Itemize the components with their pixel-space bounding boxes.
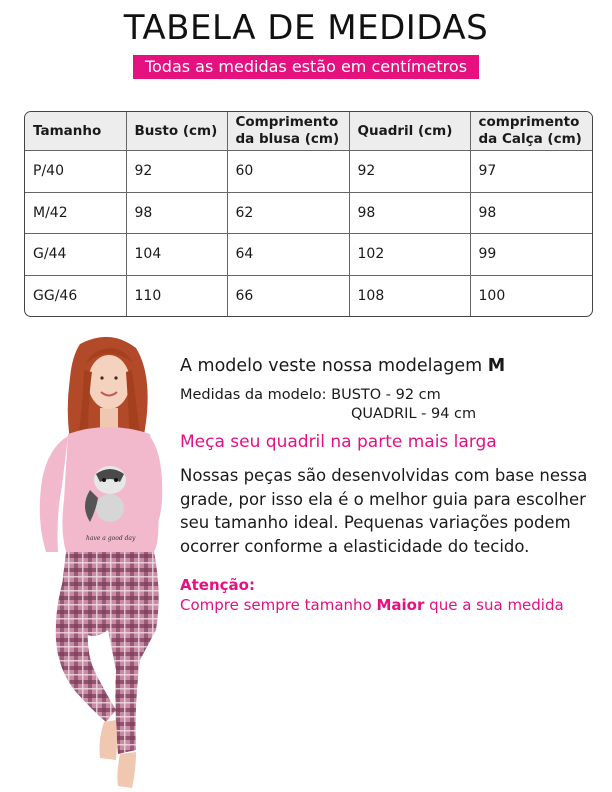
attention-text	[180, 596, 610, 614]
table-header-row	[25, 112, 592, 151]
cell-blusa: 66	[227, 275, 349, 316]
hip-tip: Meça seu quadril na parte mais larga	[180, 432, 497, 452]
model-photo	[18, 330, 178, 792]
cell-calca: 99	[470, 234, 592, 276]
table-row	[25, 151, 592, 193]
cell-quadril: 108	[349, 275, 470, 316]
attention-text-before: Compre sempre tamanho	[180, 596, 372, 614]
cell-size: G/44	[25, 234, 126, 276]
cell-blusa: 64	[227, 234, 349, 276]
cell-blusa: 62	[227, 192, 349, 234]
header-tamanho: Tamanho	[25, 112, 126, 151]
cell-calca: 98	[470, 192, 592, 234]
header-quadril: Quadril (cm)	[349, 112, 470, 151]
cell-size: GG/46	[25, 275, 126, 316]
hip-measure: QUADRIL - 94 cm	[351, 406, 477, 422]
cell-quadril: 92	[349, 151, 470, 193]
model-size: M	[487, 356, 506, 376]
cell-busto: 104	[126, 234, 227, 276]
table-row	[25, 275, 592, 316]
size-table	[24, 111, 593, 317]
header-comprimento-blusa: Comprimento da blusa (cm)	[227, 112, 349, 151]
cell-quadril: 98	[349, 192, 470, 234]
attention-label: Atenção:	[180, 576, 255, 594]
attention-text-bold: Maior	[376, 596, 425, 614]
measures-label: Medidas da modelo:	[180, 387, 327, 403]
cell-calca: 97	[470, 151, 592, 193]
cell-busto: 92	[126, 151, 227, 193]
model-info	[180, 356, 610, 614]
units-banner: Todas as medidas estão em centímetros	[133, 55, 479, 79]
description: Nossas peças são desenvolvidas com base nessa grade, por isso ela é o melhor guia para escolher seu tamanho ideal. Pequenas variações podem ocorrer conforme a elasticidade do tecido.	[180, 466, 588, 556]
table-row	[25, 192, 592, 234]
header-comprimento-calca: comprimento da Calça (cm)	[470, 112, 592, 151]
cell-size: M/42	[25, 192, 126, 234]
cell-calca: 100	[478, 287, 506, 304]
shirt-print-text: have a good day	[86, 535, 136, 542]
cell-quadril: 102	[349, 234, 470, 276]
model-intro-text: A modelo veste nossa modelagem	[180, 356, 483, 376]
attention-text-after: que a sua medida	[429, 596, 564, 614]
header-busto: Busto (cm)	[126, 112, 227, 151]
cell-busto: 110	[126, 275, 227, 316]
model-measures	[180, 386, 610, 424]
bust-measure: BUSTO - 92 cm	[331, 387, 441, 403]
cell-busto: 98	[126, 192, 227, 234]
cell-blusa: 60	[227, 151, 349, 193]
cell-size: P/40	[25, 151, 126, 193]
page-title: TABELA DE MEDIDAS	[123, 8, 489, 48]
model-size-line	[180, 356, 610, 376]
table-row	[25, 234, 592, 276]
